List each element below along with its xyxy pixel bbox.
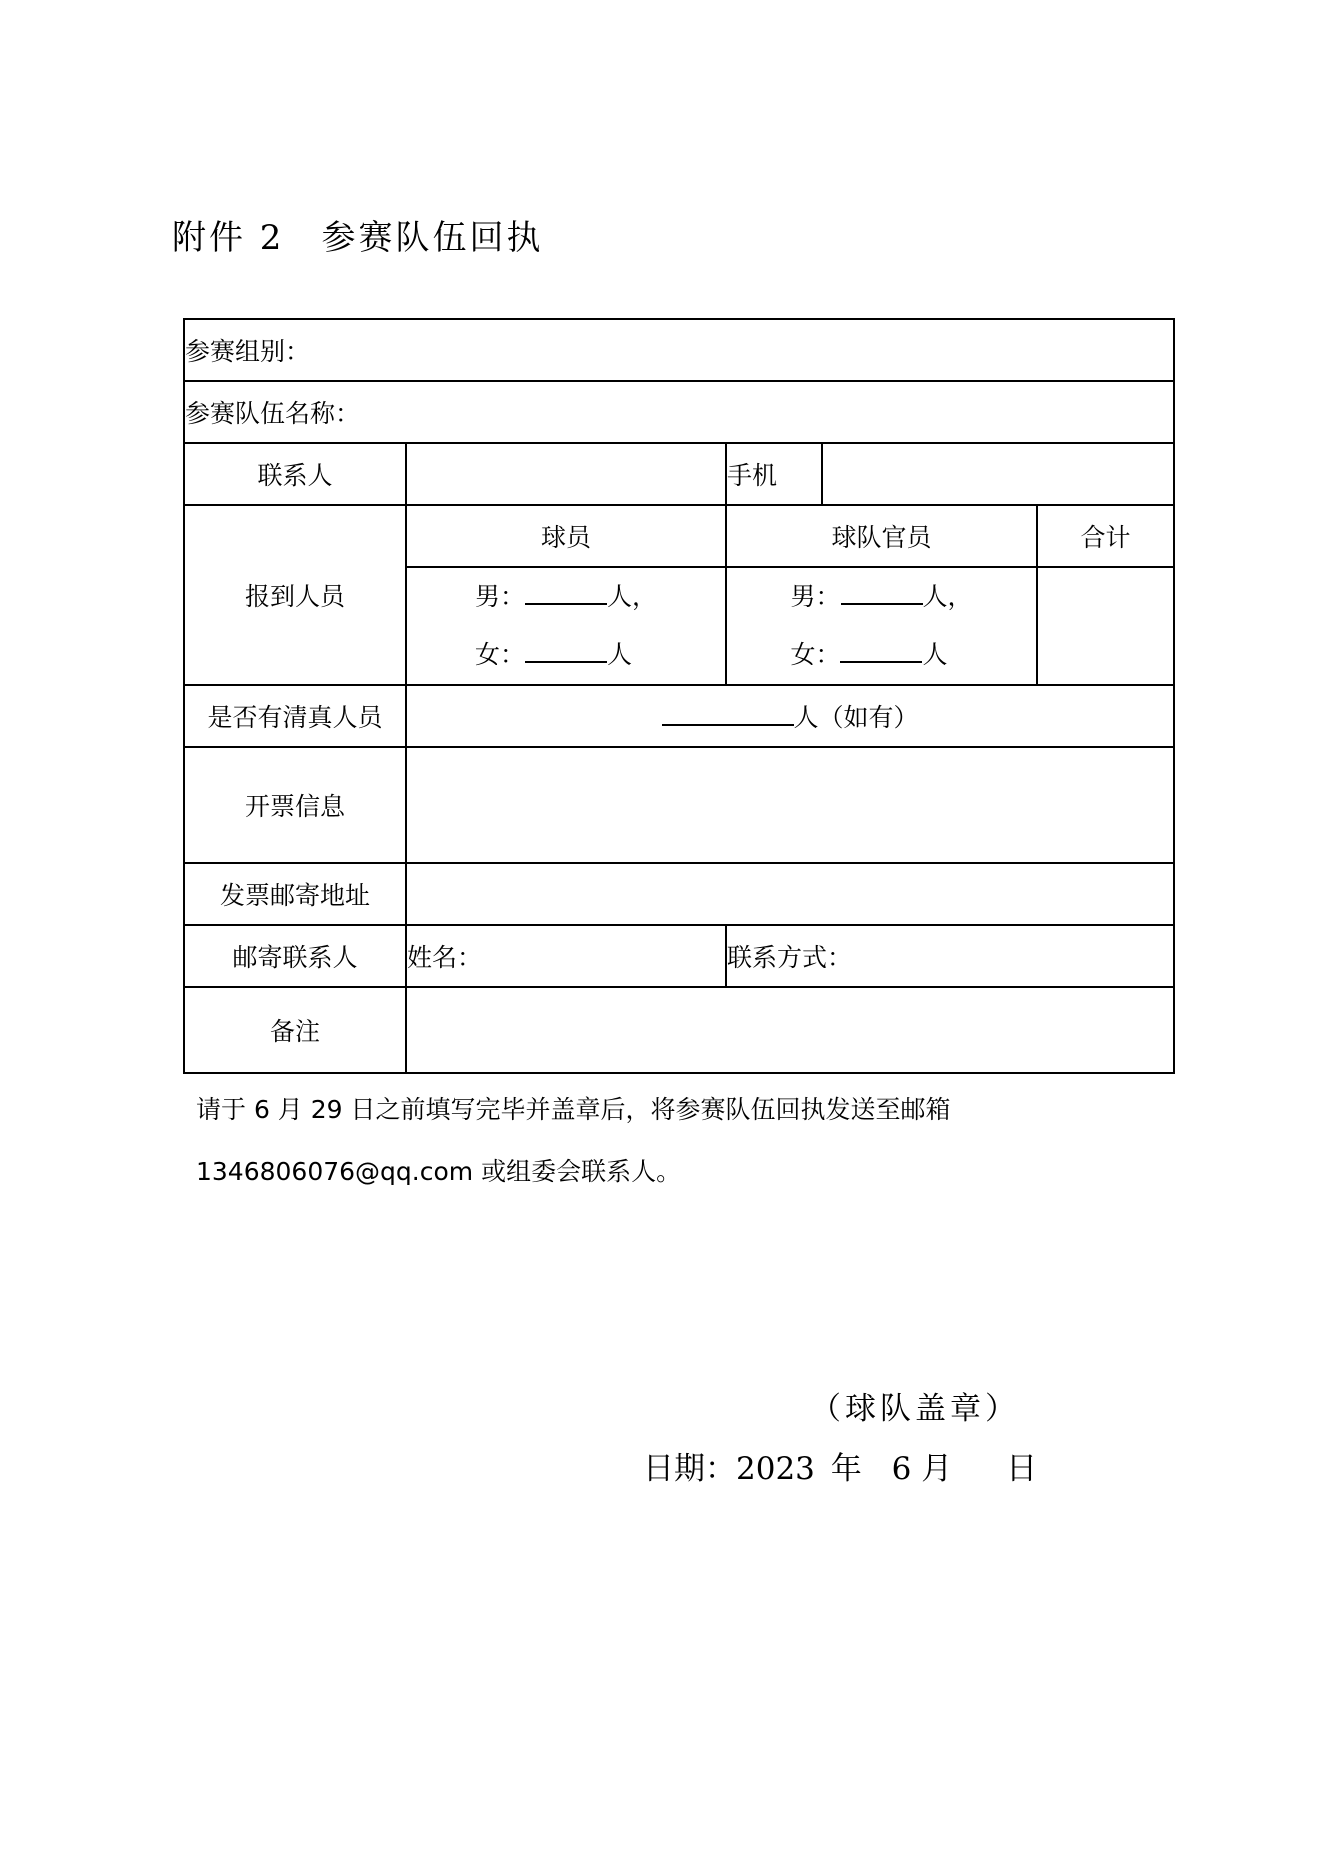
players-male-unit: 人， [607, 582, 658, 611]
players-count-cell[interactable] [406, 567, 726, 685]
date-month: 6 [891, 1451, 912, 1487]
contact-input-cell[interactable] [406, 443, 726, 505]
mail-contact-method-cell[interactable] [726, 925, 1174, 987]
officials-male-line [727, 568, 1036, 626]
contact-method-label: 联系方式： [727, 943, 853, 972]
players-female-line [407, 626, 725, 684]
team-stamp-label: （球队盖章） [810, 1391, 1020, 1427]
players-female-blank[interactable] [525, 639, 607, 663]
row-halal [184, 685, 1174, 747]
team-name-field[interactable] [184, 381, 1174, 443]
phone-input-cell[interactable] [822, 443, 1174, 505]
invoice-address-input-cell[interactable] [406, 863, 1174, 925]
officials-female-blank[interactable] [840, 639, 922, 663]
officials-female-label: 女： [790, 640, 841, 669]
halal-count-cell[interactable] [406, 685, 1174, 747]
row-team-name [184, 381, 1174, 443]
checkin-label: 报到人员 [184, 505, 406, 685]
total-count-cell[interactable] [1037, 567, 1174, 685]
officials-header: 球队官员 [726, 505, 1037, 567]
row-group [184, 319, 1174, 381]
mail-contact-label: 邮寄联系人 [184, 925, 406, 987]
row-invoice [184, 747, 1174, 863]
officials-male-label: 男： [790, 582, 841, 611]
phone-label: 手机 [726, 443, 822, 505]
row-checkin-header [184, 505, 1174, 567]
total-header: 合计 [1037, 505, 1174, 567]
officials-male-unit: 人， [922, 582, 973, 611]
date-year: 2023 [736, 1451, 815, 1487]
row-contact [184, 443, 1174, 505]
players-male-label: 男： [474, 582, 525, 611]
invoice-label: 开票信息 [184, 747, 406, 863]
halal-suffix: 人（如有） [793, 703, 919, 732]
name-label: 姓名： [407, 943, 483, 972]
players-header: 球员 [406, 505, 726, 567]
group-field[interactable] [184, 319, 1174, 381]
date-year-unit: 年 [830, 1451, 862, 1487]
halal-label: 是否有清真人员 [184, 685, 406, 747]
officials-female-unit: 人 [922, 640, 948, 669]
date-month-unit: 月 [921, 1451, 953, 1487]
players-male-line [407, 568, 725, 626]
invoice-input-cell[interactable] [406, 747, 1174, 863]
team-name-label: 参赛队伍名称： [185, 399, 361, 428]
instruction-line-2: 1346806076@qq.com 或组委会联系人。 [196, 1157, 682, 1186]
players-male-blank[interactable] [525, 581, 607, 605]
contact-label: 联系人 [184, 443, 406, 505]
halal-count-blank[interactable] [662, 702, 794, 726]
officials-male-blank[interactable] [841, 581, 923, 605]
officials-count-cell[interactable] [726, 567, 1037, 685]
remarks-label: 备注 [184, 987, 406, 1073]
row-invoice-address [184, 863, 1174, 925]
players-female-unit: 人 [606, 640, 632, 669]
row-mail-contact [184, 925, 1174, 987]
remarks-input-cell[interactable] [406, 987, 1174, 1073]
players-female-label: 女： [474, 640, 525, 669]
date-line [643, 1443, 1037, 1488]
group-label: 参赛组别： [185, 337, 311, 366]
officials-female-line [727, 626, 1036, 684]
mail-contact-name-cell[interactable] [406, 925, 726, 987]
instruction-line-1: 请于 6 月 29 日之前填写完毕并盖章后，将参赛队伍回执发送至邮箱 [196, 1095, 951, 1124]
document-title: 附件 2 参赛队伍回执 [172, 218, 544, 258]
team-reply-form [183, 318, 1175, 1074]
date-day-unit: 日 [1006, 1451, 1038, 1487]
row-remarks [184, 987, 1174, 1073]
invoice-address-label: 发票邮寄地址 [184, 863, 406, 925]
date-label: 日期： [643, 1451, 736, 1487]
